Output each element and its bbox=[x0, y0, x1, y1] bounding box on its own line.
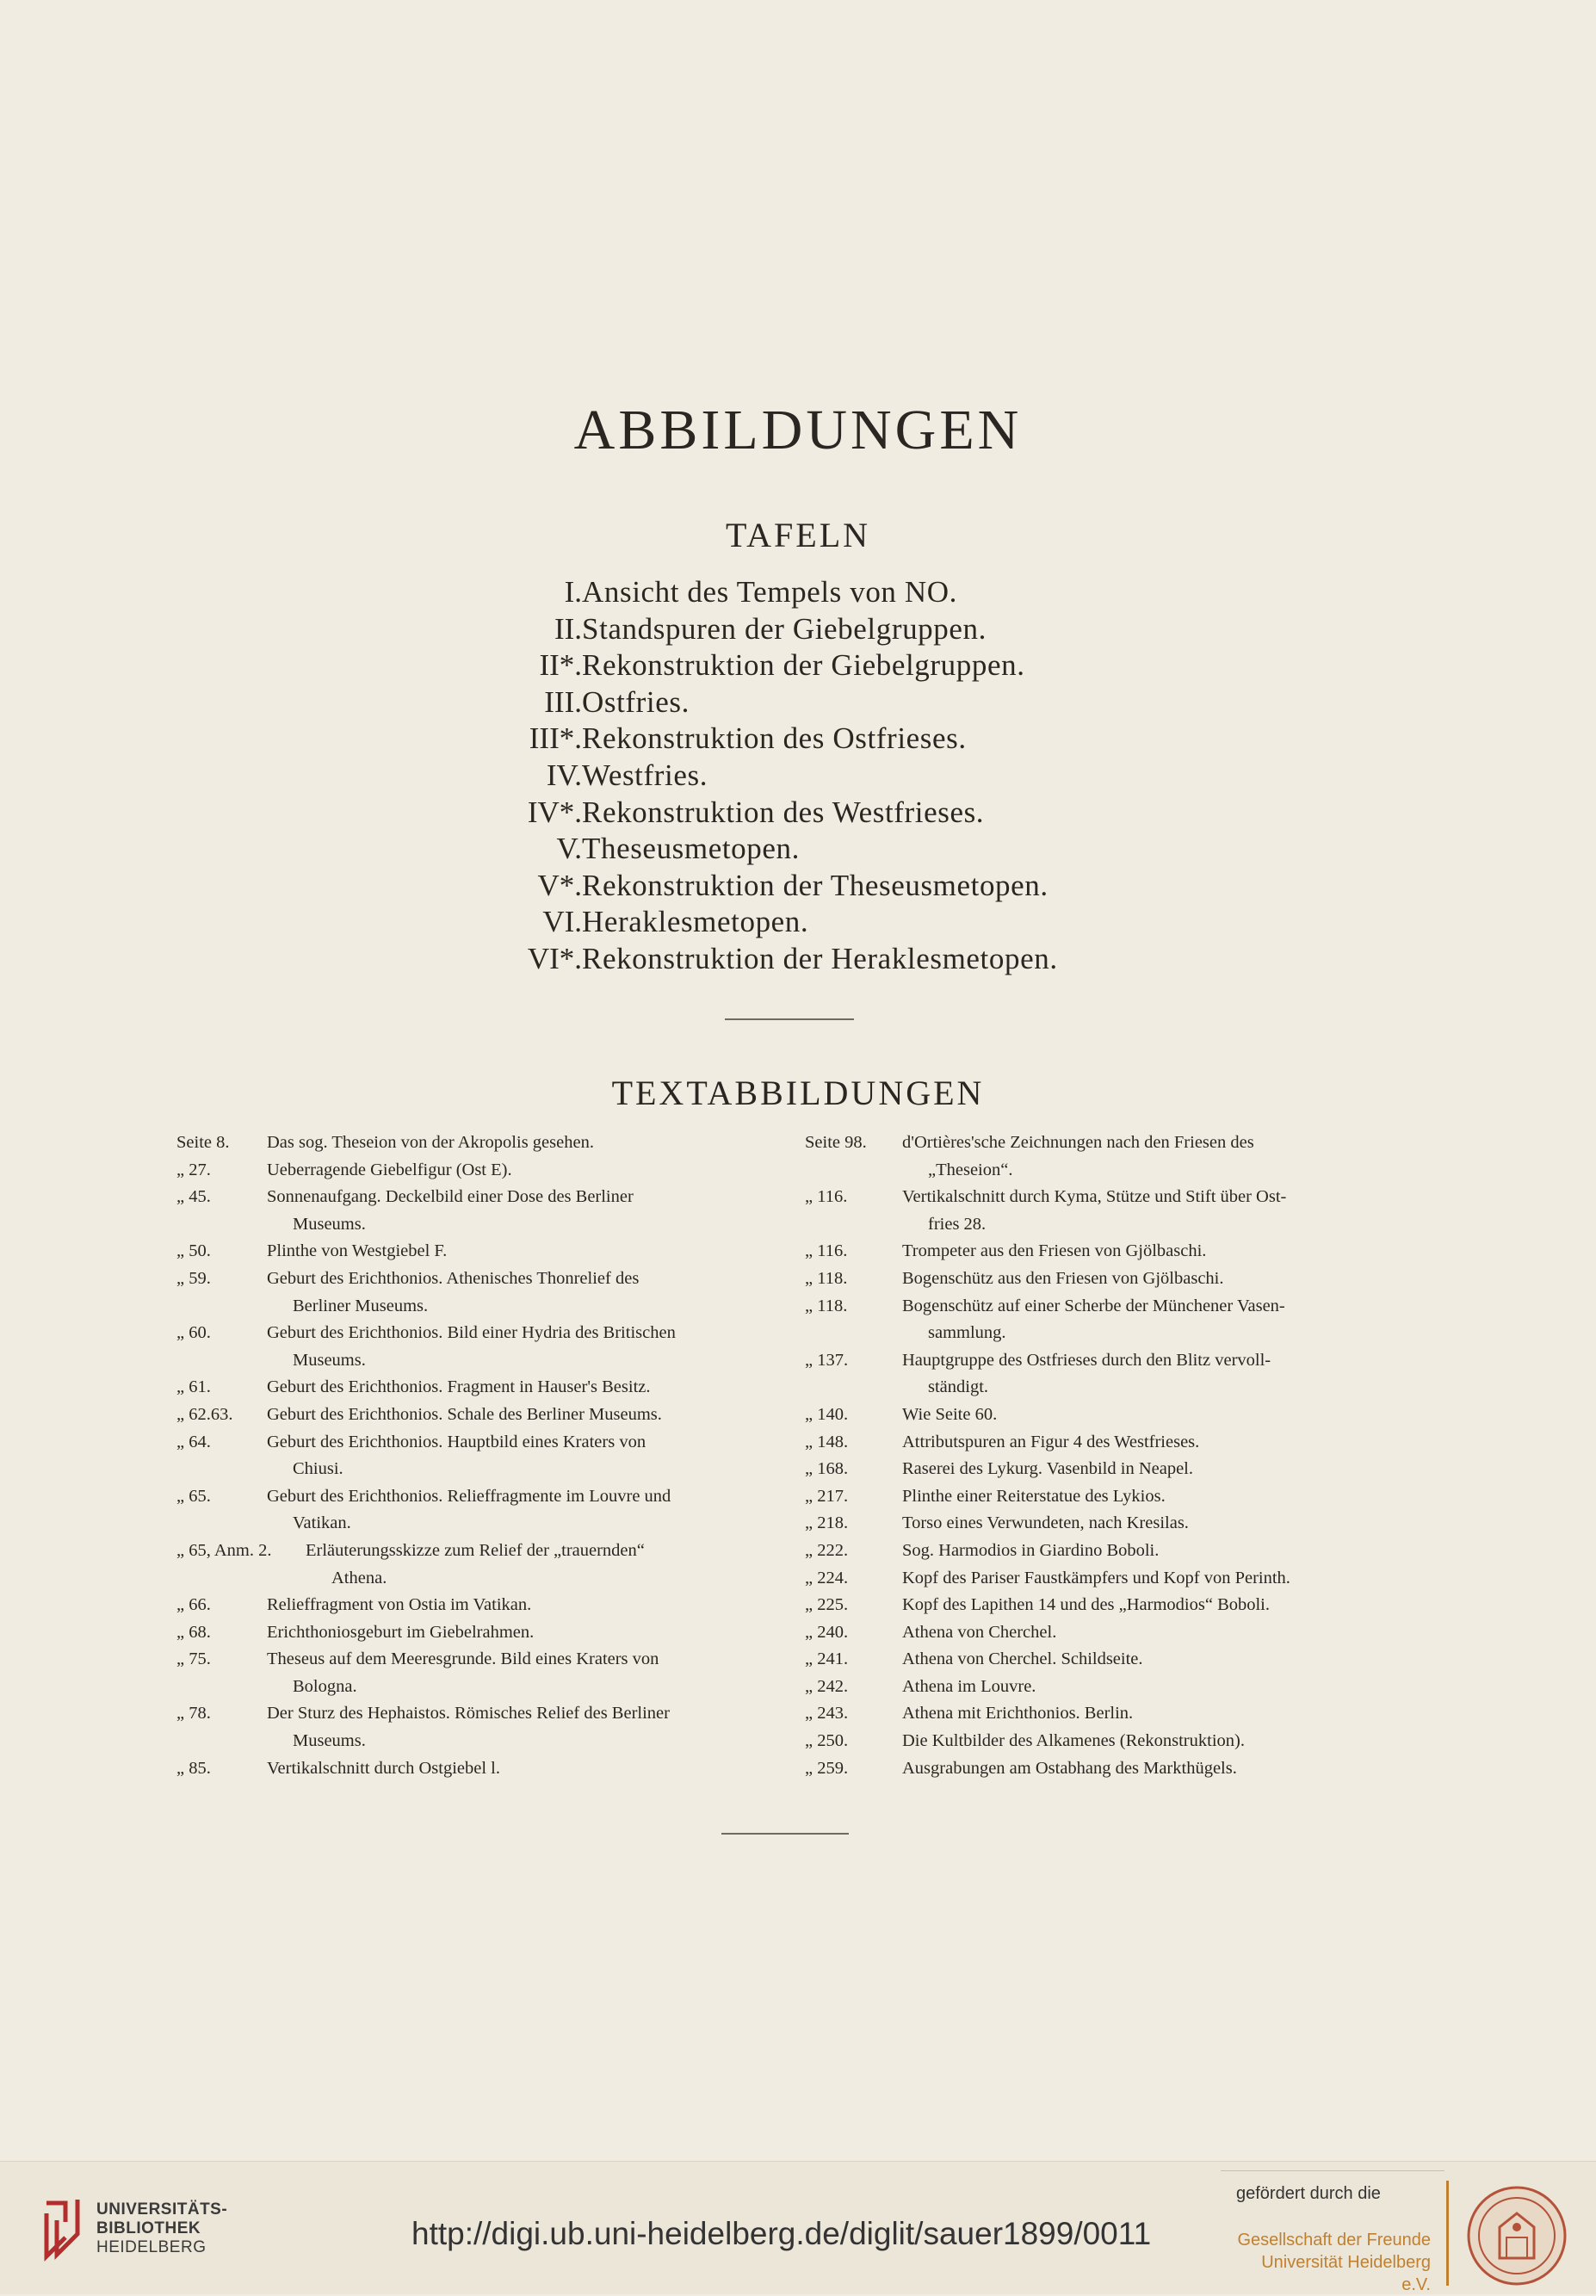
figure-entry bbox=[176, 1402, 779, 1429]
plate-title: Ostfries. bbox=[582, 684, 690, 719]
plate-item bbox=[0, 721, 1596, 759]
figure-caption-line: Berliner Museums. bbox=[293, 1296, 429, 1315]
figure-page-ref: „ 61. bbox=[176, 1377, 211, 1397]
figure-caption bbox=[902, 1674, 1407, 1701]
figure-caption bbox=[902, 1483, 1407, 1511]
figure-caption bbox=[267, 1619, 779, 1647]
figure-caption bbox=[902, 1293, 1407, 1347]
figure-caption bbox=[902, 1129, 1407, 1184]
plate-number: IV. bbox=[546, 758, 582, 792]
source-url-link[interactable]: http://digi.ub.uni-heidelberg.de/diglit/sauer1899/0011 bbox=[411, 2216, 1152, 2251]
figure-caption-line: Die Kultbilder des Alkamenes (Rekonstruktion). bbox=[902, 1731, 1245, 1751]
figure-page-ref: „ 140. bbox=[805, 1404, 849, 1424]
figure-entry bbox=[805, 1402, 1407, 1429]
plate-item bbox=[0, 758, 1596, 796]
figure-caption-line: Athena. bbox=[331, 1568, 387, 1587]
figure-caption bbox=[902, 1646, 1407, 1674]
figure-page-ref: „ 27. bbox=[176, 1160, 211, 1179]
figure-page-ref: „ 225. bbox=[805, 1595, 849, 1615]
figure-entry bbox=[176, 1755, 779, 1783]
plate-number: V*. bbox=[537, 868, 582, 902]
figures-list-left bbox=[176, 1129, 779, 1782]
figure-page-ref: „ 116. bbox=[805, 1187, 848, 1207]
figure-caption-line: Theseus auf dem Meeresgrunde. Bild eines Kraters von bbox=[267, 1649, 659, 1669]
figure-caption-line: Ueberragende Giebelfigur (Ost E). bbox=[267, 1160, 512, 1179]
figures-list-right bbox=[805, 1129, 1407, 1782]
figure-page-ref: „ 116. bbox=[805, 1241, 848, 1261]
figure-page-ref: Seite 8. bbox=[176, 1133, 230, 1152]
figure-caption-line: fries 28. bbox=[928, 1214, 987, 1234]
figure-caption bbox=[267, 1320, 779, 1374]
plate-title: Westfries. bbox=[582, 758, 708, 792]
figure-caption bbox=[902, 1728, 1407, 1755]
figure-caption bbox=[902, 1619, 1407, 1647]
plate-title: Standspuren der Giebelgruppen. bbox=[582, 611, 987, 646]
figure-page-ref: „ 137. bbox=[805, 1350, 849, 1370]
figure-entry bbox=[176, 1157, 779, 1185]
figure-page-ref: „ 217. bbox=[805, 1486, 849, 1506]
figure-caption-line: Torso eines Verwundeten, nach Kresilas. bbox=[902, 1513, 1189, 1533]
plate-number: VI*. bbox=[527, 942, 582, 975]
figure-caption-line: Chiusi. bbox=[293, 1459, 343, 1479]
figure-caption bbox=[267, 1374, 779, 1402]
digitization-footer bbox=[0, 2161, 1596, 2294]
plate-title: Ansicht des Tempels von NO. bbox=[582, 575, 957, 609]
figure-caption bbox=[902, 1429, 1407, 1457]
figure-entry bbox=[805, 1592, 1407, 1619]
plate-number: I. bbox=[564, 575, 582, 609]
library-name bbox=[96, 2200, 227, 2257]
tafeln-heading: TAFELN bbox=[725, 516, 871, 554]
plate-item bbox=[0, 648, 1596, 686]
figure-caption-line: Plinthe von Westgiebel F. bbox=[267, 1241, 448, 1261]
figure-caption-line: Museums. bbox=[293, 1214, 366, 1234]
figure-caption bbox=[902, 1456, 1407, 1483]
figure-caption-line: sammlung. bbox=[928, 1323, 1006, 1343]
figure-caption bbox=[267, 1483, 779, 1538]
plate-title: Heraklesmetopen. bbox=[582, 905, 809, 939]
figure-caption-line: Athena im Louvre. bbox=[902, 1676, 1036, 1696]
figure-entry bbox=[176, 1266, 779, 1320]
figure-caption bbox=[902, 1700, 1407, 1728]
plate-number: VI. bbox=[542, 905, 582, 939]
plate-item bbox=[0, 685, 1596, 723]
plate-title: Rekonstruktion der Theseusmetopen. bbox=[582, 868, 1049, 902]
figure-page-ref: „ 75. bbox=[176, 1649, 211, 1669]
figure-caption-line: Athena von Cherchel. Schildseite. bbox=[902, 1649, 1143, 1669]
figure-entry bbox=[805, 1565, 1407, 1593]
figure-page-ref: „ 64. bbox=[176, 1432, 211, 1451]
figure-caption-line: Trompeter aus den Friesen von Gjölbaschi. bbox=[902, 1241, 1207, 1261]
figure-caption-line: Kopf des Pariser Faustkämpfers und Kopf von Perinth. bbox=[902, 1568, 1290, 1587]
plate-item bbox=[0, 612, 1596, 650]
plate-number: IV*. bbox=[527, 795, 582, 829]
figure-page-ref: „ 65. bbox=[176, 1486, 211, 1506]
figure-caption-line: Sonnenaufgang. Deckelbild einer Dose des Berliner bbox=[267, 1187, 634, 1207]
figure-caption bbox=[902, 1238, 1407, 1266]
figure-entry bbox=[805, 1728, 1407, 1755]
plate-item bbox=[0, 795, 1596, 833]
figure-page-ref: „ 218. bbox=[805, 1513, 849, 1533]
figure-page-ref: „ 78. bbox=[176, 1704, 211, 1724]
figure-caption bbox=[902, 1755, 1407, 1783]
figure-caption-line: Geburt des Erichthonios. Schale des Berliner Museums. bbox=[267, 1404, 662, 1424]
figure-entry bbox=[176, 1129, 779, 1157]
plate-title: Rekonstruktion des Ostfrieses. bbox=[582, 721, 967, 756]
sponsor-name-line: Universität Heidelberg e.V. bbox=[1261, 2253, 1431, 2294]
figure-caption-line: Hauptgruppe des Ostfrieses durch den Blitz vervoll- bbox=[902, 1350, 1271, 1370]
figure-page-ref: „ 168. bbox=[805, 1459, 849, 1479]
figure-caption-line: Raserei des Lykurg. Vasenbild in Neapel. bbox=[902, 1459, 1193, 1479]
figure-page-ref: „ 60. bbox=[176, 1323, 211, 1343]
figure-caption-line: Geburt des Erichthonios. Bild einer Hydria des Britischen bbox=[267, 1323, 676, 1343]
plate-item bbox=[0, 575, 1596, 613]
figure-caption-line: Geburt des Erichthonios. Athenisches Thonrelief des bbox=[267, 1268, 640, 1288]
figure-caption bbox=[902, 1347, 1407, 1402]
figure-page-ref: Seite 98. bbox=[805, 1133, 867, 1152]
figure-entry bbox=[176, 1238, 779, 1266]
plate-item bbox=[0, 905, 1596, 943]
figure-page-ref: „ 50. bbox=[176, 1241, 211, 1261]
figure-caption bbox=[267, 1592, 779, 1619]
figure-caption-line: Geburt des Erichthonios. Hauptbild eines Kraters von bbox=[267, 1432, 646, 1451]
figure-caption bbox=[902, 1266, 1407, 1293]
figure-entry bbox=[805, 1755, 1407, 1783]
sponsor-name-line: Gesellschaft der Freunde bbox=[1237, 2231, 1431, 2250]
figure-page-ref: „ 259. bbox=[805, 1758, 849, 1778]
figure-caption bbox=[902, 1538, 1407, 1565]
plate-number: II*. bbox=[539, 648, 582, 683]
figure-page-ref: „ 62.63. bbox=[176, 1404, 233, 1424]
figure-caption-line: d'Ortières'sche Zeichnungen nach den Friesen des bbox=[902, 1133, 1254, 1152]
sponsor-divider bbox=[1221, 2170, 1444, 2171]
figure-page-ref: „ 240. bbox=[805, 1622, 849, 1642]
figure-entry bbox=[805, 1510, 1407, 1538]
figure-entry bbox=[805, 1293, 1407, 1347]
figure-entry bbox=[176, 1184, 779, 1238]
figure-caption-line: Plinthe einer Reiterstatue des Lykios. bbox=[902, 1486, 1166, 1506]
figure-caption bbox=[902, 1402, 1407, 1429]
figure-caption-line: Vatikan. bbox=[293, 1513, 351, 1533]
figure-caption bbox=[267, 1184, 779, 1238]
figure-caption-line: „Theseion“. bbox=[928, 1160, 1013, 1179]
figure-caption bbox=[902, 1592, 1407, 1619]
plate-title: Rekonstruktion des Westfrieses. bbox=[582, 795, 985, 829]
figure-caption-line: Museums. bbox=[293, 1350, 366, 1370]
figure-caption bbox=[267, 1429, 779, 1483]
sponsor-label: gefördert durch die bbox=[1236, 2184, 1381, 2203]
figure-caption bbox=[267, 1646, 779, 1700]
figure-page-ref: „ 148. bbox=[805, 1432, 849, 1451]
figure-caption-line: Kopf des Lapithen 14 und des „Harmodios“ Boboli. bbox=[902, 1595, 1271, 1615]
section-divider bbox=[725, 1018, 854, 1020]
plate-number: III. bbox=[544, 684, 582, 719]
textabbildungen-heading: TEXTABBILDUNGEN bbox=[611, 1074, 985, 1112]
plate-item bbox=[0, 832, 1596, 870]
library-name-line: HEIDELBERG bbox=[96, 2238, 207, 2256]
plate-title: Rekonstruktion der Heraklesmetopen. bbox=[582, 942, 1058, 975]
figure-caption-line: Vertikalschnitt durch Ostgiebel l. bbox=[267, 1758, 500, 1778]
figure-entry bbox=[176, 1538, 779, 1592]
figure-caption-line: Das sog. Theseion von der Akropolis gesehen. bbox=[267, 1133, 594, 1152]
figure-caption-line: Bogenschütz aus den Friesen von Gjölbaschi. bbox=[902, 1268, 1224, 1288]
figure-caption-line: Bologna. bbox=[293, 1676, 357, 1696]
figure-caption-line: ständigt. bbox=[928, 1377, 989, 1397]
figure-entry bbox=[176, 1646, 779, 1700]
figure-entry bbox=[805, 1129, 1407, 1184]
figure-page-ref: „ 59. bbox=[176, 1268, 211, 1288]
figure-page-ref: „ 250. bbox=[805, 1731, 849, 1751]
end-divider bbox=[721, 1833, 849, 1835]
plate-number: V. bbox=[556, 832, 582, 866]
figure-entry bbox=[805, 1347, 1407, 1402]
figure-entry bbox=[176, 1374, 779, 1402]
page-title: ABBILDUNGEN bbox=[573, 399, 1023, 461]
figure-entry bbox=[176, 1483, 779, 1538]
figure-page-ref: „ 224. bbox=[805, 1568, 849, 1587]
figure-page-ref: „ 66. bbox=[176, 1595, 211, 1615]
figure-caption-line: Erläuterungsskizze zum Relief der „trauernden“ bbox=[306, 1540, 645, 1560]
plate-item bbox=[0, 869, 1596, 907]
figure-entry bbox=[805, 1674, 1407, 1701]
figure-caption bbox=[902, 1510, 1407, 1538]
plate-title: Theseusmetopen. bbox=[582, 832, 800, 866]
figure-page-ref: „ 222. bbox=[805, 1540, 849, 1560]
plate-number: III*. bbox=[529, 721, 582, 756]
figure-page-ref: „ 241. bbox=[805, 1649, 849, 1669]
figure-page-ref: „ 118. bbox=[805, 1268, 848, 1288]
figure-entry bbox=[805, 1238, 1407, 1266]
figure-caption-line: Athena von Cherchel. bbox=[902, 1622, 1057, 1642]
figure-caption bbox=[267, 1755, 779, 1783]
figure-caption bbox=[306, 1538, 779, 1592]
figure-page-ref: „ 65, Anm. 2. bbox=[176, 1540, 272, 1560]
figure-entry bbox=[176, 1429, 779, 1483]
sponsor-accent-bar bbox=[1446, 2181, 1449, 2286]
figure-caption bbox=[267, 1238, 779, 1266]
library-name-line: UNIVERSITÄTS- bbox=[96, 2200, 228, 2219]
figure-entry bbox=[176, 1592, 779, 1619]
library-logo-icon bbox=[40, 2194, 91, 2263]
figure-entry bbox=[805, 1429, 1407, 1457]
figure-caption-line: Athena mit Erichthonios. Berlin. bbox=[902, 1704, 1134, 1724]
figure-page-ref: „ 85. bbox=[176, 1758, 211, 1778]
figure-caption-line: Attributspuren an Figur 4 des Westfrieses. bbox=[902, 1432, 1200, 1451]
figure-caption bbox=[267, 1402, 779, 1429]
figure-page-ref: „ 118. bbox=[805, 1296, 848, 1315]
figure-caption-line: Geburt des Erichthonios. Fragment in Hauser's Besitz. bbox=[267, 1377, 651, 1397]
figure-caption-line: Ausgrabungen am Ostabhang des Markthügels. bbox=[902, 1758, 1237, 1778]
figure-caption-line: Museums. bbox=[293, 1731, 366, 1751]
figure-caption-line: Der Sturz des Hephaistos. Römisches Relief des Berliner bbox=[267, 1704, 670, 1724]
figure-caption-line: Relieffragment von Ostia im Vatikan. bbox=[267, 1595, 532, 1615]
figure-caption-line: Vertikalschnitt durch Kyma, Stütze und Stift über Ost- bbox=[902, 1187, 1287, 1207]
figure-caption bbox=[267, 1700, 779, 1754]
figure-entry bbox=[176, 1700, 779, 1754]
figure-entry bbox=[805, 1538, 1407, 1565]
figure-page-ref: „ 68. bbox=[176, 1622, 211, 1642]
university-seal-icon bbox=[1465, 2184, 1568, 2287]
figure-entry bbox=[805, 1483, 1407, 1511]
figure-caption-line: Sog. Harmodios in Giardino Boboli. bbox=[902, 1540, 1160, 1560]
plate-item bbox=[0, 942, 1596, 980]
figure-caption-line: Erichthoniosgeburt im Giebelrahmen. bbox=[267, 1622, 535, 1642]
figure-page-ref: „ 45. bbox=[176, 1187, 211, 1207]
figure-caption bbox=[267, 1129, 779, 1157]
figure-caption-line: Bogenschütz auf einer Scherbe der Münchener Vasen- bbox=[902, 1296, 1285, 1315]
figure-entry bbox=[176, 1320, 779, 1374]
sponsor-name bbox=[1229, 2229, 1431, 2296]
figure-entry bbox=[805, 1646, 1407, 1674]
plate-title: Rekonstruktion der Giebelgruppen. bbox=[582, 648, 1025, 683]
figure-caption bbox=[267, 1266, 779, 1320]
figure-entry bbox=[805, 1619, 1407, 1647]
figure-entry bbox=[805, 1700, 1407, 1728]
figure-entry bbox=[805, 1184, 1407, 1238]
figure-entry bbox=[805, 1456, 1407, 1483]
plate-number: II. bbox=[554, 611, 582, 646]
library-name-line: BIBLIOTHEK bbox=[96, 2219, 201, 2237]
figure-entry bbox=[805, 1266, 1407, 1293]
figure-page-ref: „ 242. bbox=[805, 1676, 849, 1696]
figure-caption bbox=[267, 1157, 779, 1185]
figure-caption-line: Wie Seite 60. bbox=[902, 1404, 998, 1424]
figure-caption bbox=[902, 1184, 1407, 1238]
figure-page-ref: „ 243. bbox=[805, 1704, 849, 1724]
figure-caption bbox=[902, 1565, 1407, 1593]
figure-caption-line: Geburt des Erichthonios. Relieffragmente im Louvre und bbox=[267, 1486, 671, 1506]
figure-entry bbox=[176, 1619, 779, 1647]
